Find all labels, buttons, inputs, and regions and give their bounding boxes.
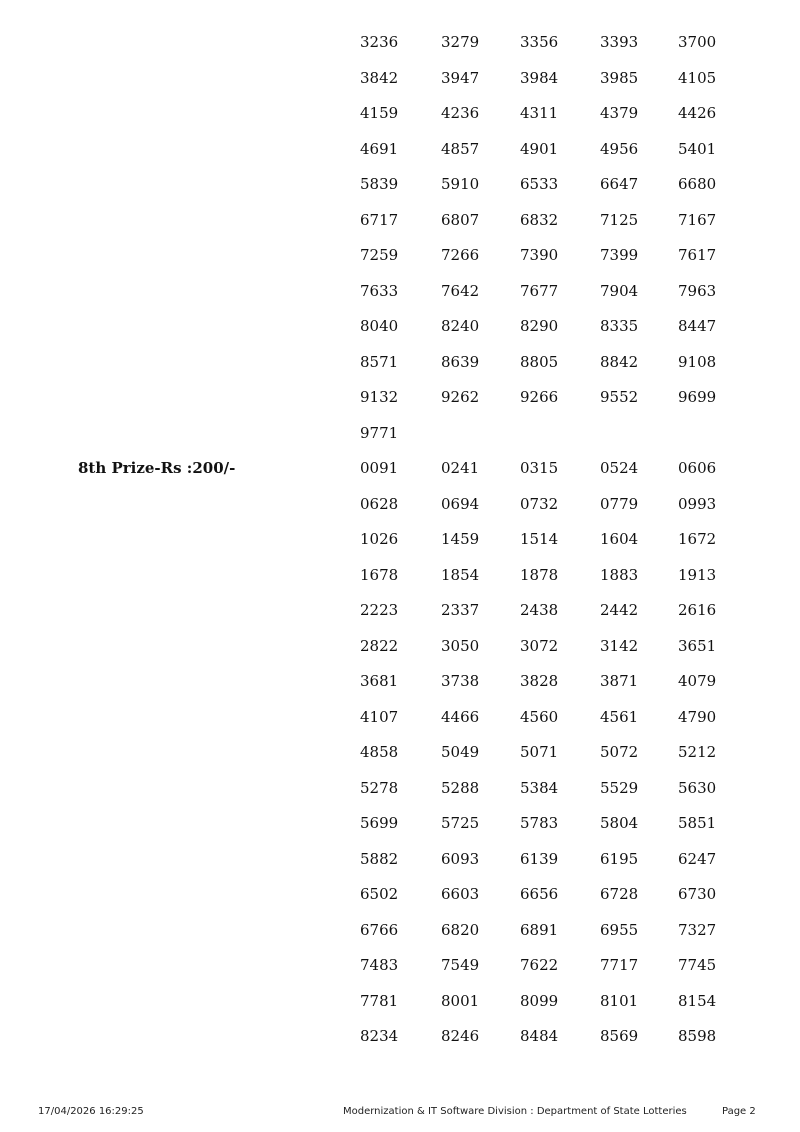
ticket-number: 0091	[360, 459, 399, 477]
number-row	[0, 1026, 800, 1062]
ticket-number: 4426	[678, 104, 717, 122]
ticket-number: 4107	[360, 707, 399, 726]
ticket-number: 3050	[441, 636, 480, 655]
ticket-number: 0628	[360, 494, 399, 513]
ticket-number: 2223	[360, 601, 399, 619]
number-row	[0, 849, 800, 885]
ticket-number: 8290	[520, 317, 559, 335]
ticket-number: 4858	[360, 743, 399, 761]
number-row	[0, 210, 800, 246]
ticket-number: 6891	[520, 920, 559, 939]
ticket-number: 7266	[441, 246, 480, 264]
ticket-number: 6820	[441, 920, 480, 939]
ticket-number: 6807	[441, 210, 480, 229]
ticket-number: 8001	[441, 991, 480, 1010]
ticket-number: 7642	[441, 281, 480, 300]
ticket-number: 3142	[600, 636, 639, 655]
ticket-number: 9132	[360, 388, 399, 406]
ticket-number: 3651	[678, 636, 717, 655]
ticket-number: 6195	[600, 849, 639, 868]
ticket-number: 8246	[441, 1027, 480, 1045]
ticket-number: 1678	[360, 565, 399, 584]
ticket-number: 1913	[678, 565, 717, 584]
ticket-number: 7549	[441, 956, 480, 974]
ticket-number: 1883	[600, 565, 639, 584]
ticket-number: 7622	[520, 956, 559, 974]
ticket-number: 8805	[520, 352, 559, 371]
number-row	[0, 32, 800, 68]
ticket-number: 4379	[600, 104, 639, 122]
ticket-number: 7677	[520, 281, 559, 300]
ticket-number: 8639	[441, 352, 480, 371]
ticket-number: 4466	[441, 707, 480, 726]
number-row	[0, 139, 800, 175]
number-row	[0, 458, 800, 494]
ticket-number: 2616	[678, 601, 717, 619]
ticket-number: 1026	[360, 530, 399, 548]
ticket-number: 3984	[520, 68, 559, 87]
number-row	[0, 68, 800, 104]
ticket-number: 3738	[441, 672, 480, 690]
ticket-number: 7327	[678, 920, 717, 939]
ticket-number: 5910	[441, 175, 480, 193]
number-row	[0, 245, 800, 281]
ticket-number: 4560	[520, 707, 559, 726]
ticket-number: 5725	[441, 814, 480, 832]
ticket-number: 4691	[360, 139, 399, 158]
ticket-number: 3828	[520, 672, 559, 690]
number-row	[0, 636, 800, 672]
ticket-number: 0993	[678, 494, 717, 513]
number-row	[0, 316, 800, 352]
ticket-number: 3700	[678, 33, 717, 51]
ticket-number: 3947	[441, 68, 480, 87]
ticket-number: 4079	[678, 672, 717, 690]
ticket-number: 7617	[678, 246, 717, 264]
ticket-number: 9552	[600, 388, 639, 406]
ticket-number: 3236	[360, 33, 399, 51]
ticket-number: 6093	[441, 849, 480, 868]
ticket-number: 5278	[360, 778, 399, 797]
ticket-number: 9771	[360, 423, 399, 442]
ticket-number: 4236	[441, 104, 480, 122]
ticket-number: 7483	[360, 956, 399, 974]
number-row	[0, 281, 800, 317]
number-row	[0, 707, 800, 743]
ticket-number: 4311	[520, 104, 559, 122]
ticket-number: 6680	[678, 175, 717, 193]
ticket-number: 3393	[600, 33, 639, 51]
ticket-number: 8842	[600, 352, 639, 371]
number-row	[0, 920, 800, 956]
ticket-number: 9699	[678, 388, 717, 406]
ticket-number: 7399	[600, 246, 639, 264]
number-row	[0, 955, 800, 991]
ticket-number: 5212	[678, 743, 717, 761]
number-row	[0, 174, 800, 210]
ticket-number: 5401	[678, 139, 717, 158]
ticket-number: 9108	[678, 352, 717, 371]
number-row	[0, 671, 800, 707]
ticket-number: 7904	[600, 281, 639, 300]
ticket-number: 2438	[520, 601, 559, 619]
number-row	[0, 813, 800, 849]
ticket-number: 0732	[520, 494, 559, 513]
ticket-number: 7259	[360, 246, 399, 264]
ticket-number: 5529	[600, 778, 639, 797]
ticket-number: 0779	[600, 494, 639, 513]
ticket-number: 5288	[441, 778, 480, 797]
ticket-number: 8040	[360, 317, 399, 335]
ticket-number: 3871	[600, 672, 639, 690]
ticket-number: 1878	[520, 565, 559, 584]
ticket-number: 6717	[360, 210, 399, 229]
ticket-number: 4105	[678, 68, 717, 87]
ticket-number: 5049	[441, 743, 480, 761]
ticket-number: 8240	[441, 317, 480, 335]
ticket-number: 5699	[360, 814, 399, 832]
ticket-number: 8569	[600, 1027, 639, 1045]
ticket-number: 1854	[441, 565, 480, 584]
ticket-number: 3681	[360, 672, 399, 690]
ticket-number: 0606	[678, 459, 717, 477]
ticket-number: 8447	[678, 317, 717, 335]
ticket-number: 6603	[441, 885, 480, 903]
ticket-number: 9266	[520, 388, 559, 406]
ticket-number: 8099	[520, 991, 559, 1010]
ticket-number: 4956	[600, 139, 639, 158]
ticket-number: 4561	[600, 707, 639, 726]
ticket-number: 3279	[441, 33, 480, 51]
ticket-number: 7745	[678, 956, 717, 974]
ticket-number: 7717	[600, 956, 639, 974]
ticket-number: 7633	[360, 281, 399, 300]
page-number: Page 2	[722, 1106, 756, 1117]
ticket-number: 0524	[600, 459, 639, 477]
ticket-number: 5384	[520, 778, 559, 797]
ticket-number: 5630	[678, 778, 717, 797]
number-row	[0, 387, 800, 423]
ticket-number: 3985	[600, 68, 639, 87]
ticket-number: 5071	[520, 743, 559, 761]
ticket-number: 8101	[600, 991, 639, 1010]
ticket-number: 5783	[520, 814, 559, 832]
ticket-number: 1514	[520, 530, 559, 548]
ticket-number: 8571	[360, 352, 399, 371]
ticket-number: 7125	[600, 210, 639, 229]
ticket-number: 2442	[600, 601, 639, 619]
ticket-number: 5804	[600, 814, 639, 832]
ticket-number: 2337	[441, 601, 480, 619]
number-row	[0, 103, 800, 139]
ticket-number: 7781	[360, 991, 399, 1010]
ticket-number: 2822	[360, 636, 399, 655]
ticket-number: 4159	[360, 104, 399, 122]
footer-division-text: Modernization & IT Software Division : Department of State Lotteries	[343, 1106, 687, 1117]
ticket-number: 0241	[441, 459, 480, 477]
number-row	[0, 494, 800, 530]
ticket-number: 6502	[360, 885, 399, 903]
ticket-number: 8335	[600, 317, 639, 335]
number-row	[0, 742, 800, 778]
ticket-number: 5851	[678, 814, 717, 832]
ticket-number: 8598	[678, 1027, 717, 1045]
number-row	[0, 423, 800, 459]
ticket-number: 7963	[678, 281, 717, 300]
number-row	[0, 565, 800, 601]
ticket-number: 5072	[600, 743, 639, 761]
ticket-number: 5839	[360, 175, 399, 193]
ticket-number: 4790	[678, 707, 717, 726]
ticket-number: 6728	[600, 885, 639, 903]
ticket-number: 3842	[360, 68, 399, 87]
number-row	[0, 600, 800, 636]
ticket-number: 6139	[520, 849, 559, 868]
ticket-number: 7390	[520, 246, 559, 264]
ticket-number: 4901	[520, 139, 559, 158]
prize-label: 8th Prize-Rs :200/-	[78, 459, 236, 477]
ticket-number: 6955	[600, 920, 639, 939]
ticket-number: 6730	[678, 885, 717, 903]
ticket-number: 9262	[441, 388, 480, 406]
ticket-number: 8234	[360, 1027, 399, 1045]
page-footer	[0, 1104, 800, 1124]
print-timestamp: 17/04/2026 16:29:25	[38, 1106, 144, 1117]
ticket-number: 0694	[441, 494, 480, 513]
ticket-number: 6647	[600, 175, 639, 193]
ticket-number: 6766	[360, 920, 399, 939]
ticket-number: 3356	[520, 33, 559, 51]
ticket-number: 8484	[520, 1027, 559, 1045]
ticket-number: 8154	[678, 991, 717, 1010]
ticket-number: 0315	[520, 459, 559, 477]
ticket-number: 6656	[520, 885, 559, 903]
number-row	[0, 352, 800, 388]
ticket-number: 1672	[678, 530, 717, 548]
ticket-number: 6832	[520, 210, 559, 229]
ticket-number: 7167	[678, 210, 717, 229]
ticket-number: 6247	[678, 849, 717, 868]
ticket-number: 5882	[360, 849, 399, 868]
ticket-number: 6533	[520, 175, 559, 193]
ticket-number: 1459	[441, 530, 480, 548]
number-row	[0, 529, 800, 565]
number-row	[0, 884, 800, 920]
number-row	[0, 991, 800, 1027]
ticket-number: 4857	[441, 139, 480, 158]
number-row	[0, 778, 800, 814]
ticket-number: 3072	[520, 636, 559, 655]
ticket-number: 1604	[600, 530, 639, 548]
